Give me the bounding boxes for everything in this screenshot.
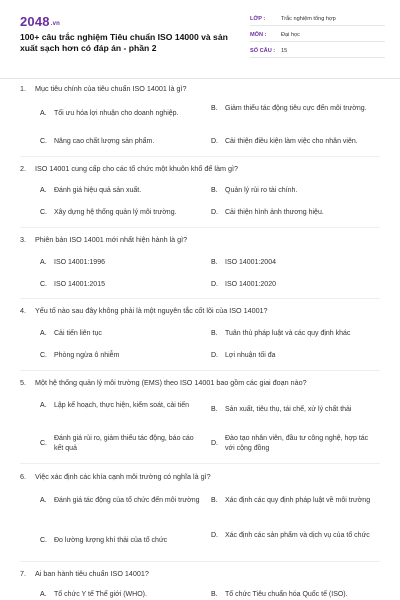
question-divider [20, 463, 380, 464]
option-5b[interactable]: B. Sản xuất, tiêu thụ, tái chế, xử lý chất thải [211, 406, 352, 413]
meta-row-count [250, 45, 385, 58]
question-1 [20, 84, 390, 94]
question-3 [20, 235, 390, 245]
question-divider [20, 561, 380, 562]
question-divider [20, 156, 380, 157]
question-divider [20, 298, 380, 299]
option-6c[interactable]: C. Đo lường lượng khí thải của tổ chức [40, 537, 168, 544]
question-text: 4. Yếu tố nào sau đây không phải là một nguyên tắc cốt lõi của ISO 14001? [20, 306, 268, 315]
option-7b[interactable]: B. Tổ chức Tiêu chuẩn hóa Quốc tế (ISO). [211, 591, 348, 598]
header-divider [0, 78, 400, 79]
option-2b[interactable]: B. Quản lý rủi ro tài chính. [211, 187, 298, 194]
question-2 [20, 164, 390, 174]
option-7a[interactable]: A. Tổ chức Y tế Thế giới (WHO). [40, 591, 147, 598]
option-3d[interactable]: D. ISO 14001:2020 [211, 281, 276, 288]
question-5 [20, 378, 390, 388]
document-meta [250, 13, 385, 61]
question-text: 5. Một hệ thống quản lý môi trường (EMS) theo ISO 14001 bao gồm các giai đoạn nào? [20, 378, 307, 387]
option-3c[interactable]: C. ISO 14001:2015 [40, 281, 105, 288]
meta-value: 15 [281, 48, 288, 54]
question-divider [20, 227, 380, 228]
question-4 [20, 306, 390, 316]
site-logo[interactable]: 2048.vn [20, 14, 61, 29]
question-text: 1. Mục tiêu chính của tiêu chuẩn ISO 14001 là gì? [20, 84, 187, 93]
question-divider [20, 370, 380, 371]
question-text: 3. Phiên bản ISO 14001 mới nhất hiện hành là gì? [20, 235, 188, 244]
option-1a[interactable]: A. Tối ưu hóa lợi nhuận cho doanh nghiệp. [40, 110, 179, 117]
option-2c[interactable]: C. Xây dựng hệ thống quản lý môi trường. [40, 209, 177, 216]
question-7 [20, 569, 390, 579]
option-6a[interactable]: A. Đánh giá tác động của tổ chức đến môi trường [40, 497, 200, 504]
option-4c[interactable]: C. Phòng ngừa ô nhiễm [40, 352, 120, 359]
question-text: 7. Ai ban hành tiêu chuẩn ISO 14001? [20, 569, 149, 578]
option-4a[interactable]: A. Cải tiến liên tục [40, 330, 102, 337]
question-text: 6. Việc xác định các khía cạnh môi trường có nghĩa là gì? [20, 472, 211, 481]
option-3b[interactable]: B. ISO 14001:2004 [211, 259, 276, 266]
option-2a[interactable]: A. Đánh giá hiệu quả sản xuất. [40, 187, 142, 194]
option-3a[interactable]: A. ISO 14001:1996 [40, 259, 105, 266]
option-5a[interactable]: A. Lập kế hoạch, thực hiện, kiểm soát, cải tiến [40, 402, 190, 409]
question-text: 2. ISO 14001 cung cấp cho các tổ chức một khuôn khổ để làm gì? [20, 164, 238, 173]
option-6d[interactable]: D. Xác định các sản phẩm và dịch vụ của tổ chức [211, 532, 370, 539]
option-4d[interactable]: D. Lợi nhuận tối đa [211, 352, 276, 359]
meta-label: SỐ CÂU : [250, 48, 276, 54]
option-4b[interactable]: B. Tuân thủ pháp luật và các quy định khác [211, 330, 351, 337]
option-1d[interactable]: D. Cải thiện điều kiện làm việc cho nhân viên. [211, 138, 358, 145]
header [0, 0, 400, 78]
document-title: 100+ câu trắc nghiệm Tiêu chuẩn ISO 14000 và sản xuất sạch hơn có đáp án - phần 2 [20, 32, 228, 53]
question-6 [20, 472, 390, 482]
meta-row-subject [250, 29, 385, 42]
meta-label: LỚP : [250, 16, 266, 22]
option-6b[interactable]: B. Xác định các quy định pháp luật về môi trường [211, 497, 371, 504]
meta-label: MÔN : [250, 32, 267, 38]
meta-value: Đại học [281, 32, 300, 38]
option-1c[interactable]: C. Nâng cao chất lượng sản phẩm. [40, 138, 155, 145]
meta-value: Trắc nghiệm tổng hợp [281, 16, 336, 22]
option-1b[interactable]: B. Giảm thiểu tác động tiêu cực đến môi trường. [211, 105, 367, 112]
option-5c[interactable]: C. Đánh giá rủi ro, giảm thiểu tác động, báo cáo kết quả [40, 435, 194, 452]
option-2d[interactable]: D. Cải thiện hình ảnh thương hiệu. [211, 209, 324, 216]
meta-row-class [250, 13, 385, 26]
option-5d[interactable]: D. Đào tạo nhân viên, đầu tư công nghệ, hợp tác với cộng đồng [211, 435, 369, 452]
